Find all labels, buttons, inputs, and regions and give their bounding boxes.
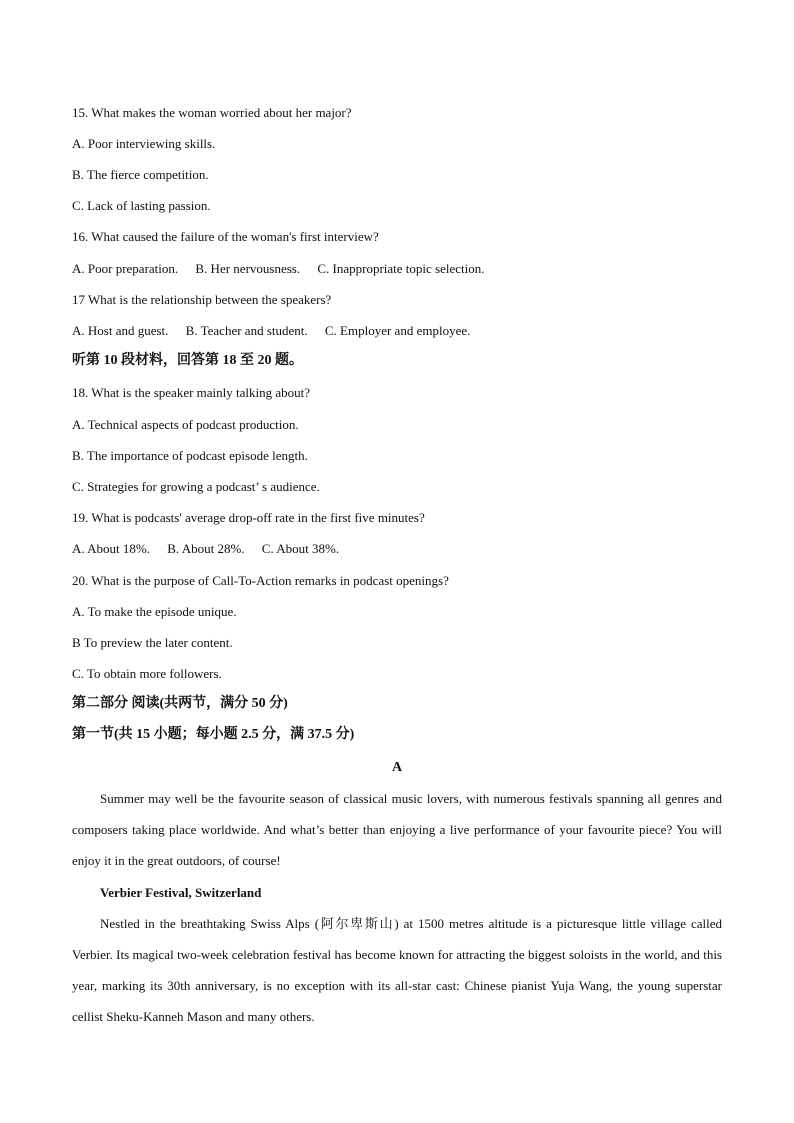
question-15-option-a: A. Poor interviewing skills. bbox=[72, 136, 216, 151]
question-18: 18. What is the speaker mainly talking about? bbox=[72, 385, 311, 400]
passage-letter: A bbox=[391, 760, 403, 775]
question-16-option-b: B. Her nervousness. bbox=[195, 261, 301, 276]
question-18-option-a: A. Technical aspects of podcast production. bbox=[72, 417, 299, 432]
question-20-option-b: B To preview the later content. bbox=[72, 635, 233, 650]
part-2-heading: 第二部分 阅读(共两节，满分 50 分) bbox=[72, 696, 288, 711]
question-15: 15. What makes the woman worried about her major? bbox=[72, 105, 352, 120]
passage-subheading: Verbier Festival, Switzerland bbox=[100, 885, 262, 900]
passage-intro-paragraph: Summer may well be the favourite season of classical music lovers, with numerous festivals spanning all genres and composers taking place worldwide. And what’s better than enjoying a live performance of your favourite piece? You will enjoy it in the great outdoors, of course! bbox=[72, 791, 722, 868]
section-10-heading: 听第 10 段材料，回答第 18 至 20 题。 bbox=[72, 353, 303, 368]
question-20-option-a: A. To make the episode unique. bbox=[72, 604, 237, 619]
question-20-option-c: C. To obtain more followers. bbox=[72, 666, 222, 681]
question-17: 17 What is the relationship between the speakers? bbox=[72, 292, 332, 307]
question-20: 20. What is the purpose of Call-To-Action remarks in podcast openings? bbox=[72, 573, 449, 588]
question-19-options bbox=[72, 541, 353, 557]
section-1-heading: 第一节(共 15 小题；每小题 2.5 分，满 37.5 分) bbox=[72, 727, 355, 742]
question-17-options bbox=[72, 323, 484, 339]
question-18-option-c: C. Strategies for growing a podcast’ s audience. bbox=[72, 479, 320, 494]
question-19-option-c: C. About 38%. bbox=[261, 541, 340, 556]
question-15-option-c: C. Lack of lasting passion. bbox=[72, 198, 211, 213]
question-16-option-c: C. Inappropriate topic selection. bbox=[317, 261, 485, 276]
question-17-option-a: A. Host and guest. bbox=[72, 323, 169, 338]
verbier-paragraph: Nestled in the breathtaking Swiss Alps (阿尔卑斯山) at 1500 metres altitude is a picturesque little village called Verbier. Its magical two-week celebration festival has become known for attracting the biggest soloists in the world, and this year, marking its 30th anniversary, is no exception with its all-star cast: Chinese pianist Yuja Wang, the young superstar cellist Sheku-Kanneh Mason and many others. bbox=[72, 916, 722, 1024]
question-17-option-c: C. Employer and employee. bbox=[324, 323, 471, 338]
question-16-options bbox=[72, 261, 499, 277]
question-19-option-a: A. About 18%. bbox=[72, 541, 150, 556]
question-16-option-a: A. Poor preparation. bbox=[72, 261, 179, 276]
question-19: 19. What is podcasts' average drop-off rate in the first five minutes? bbox=[72, 510, 425, 525]
question-19-option-b: B. About 28%. bbox=[167, 541, 245, 556]
question-18-option-b: B. The importance of podcast episode length. bbox=[72, 448, 308, 463]
question-15-option-b: B. The fierce competition. bbox=[72, 167, 209, 182]
question-17-option-b: B. Teacher and student. bbox=[185, 323, 308, 338]
question-16: 16. What caused the failure of the woman's first interview? bbox=[72, 229, 379, 244]
